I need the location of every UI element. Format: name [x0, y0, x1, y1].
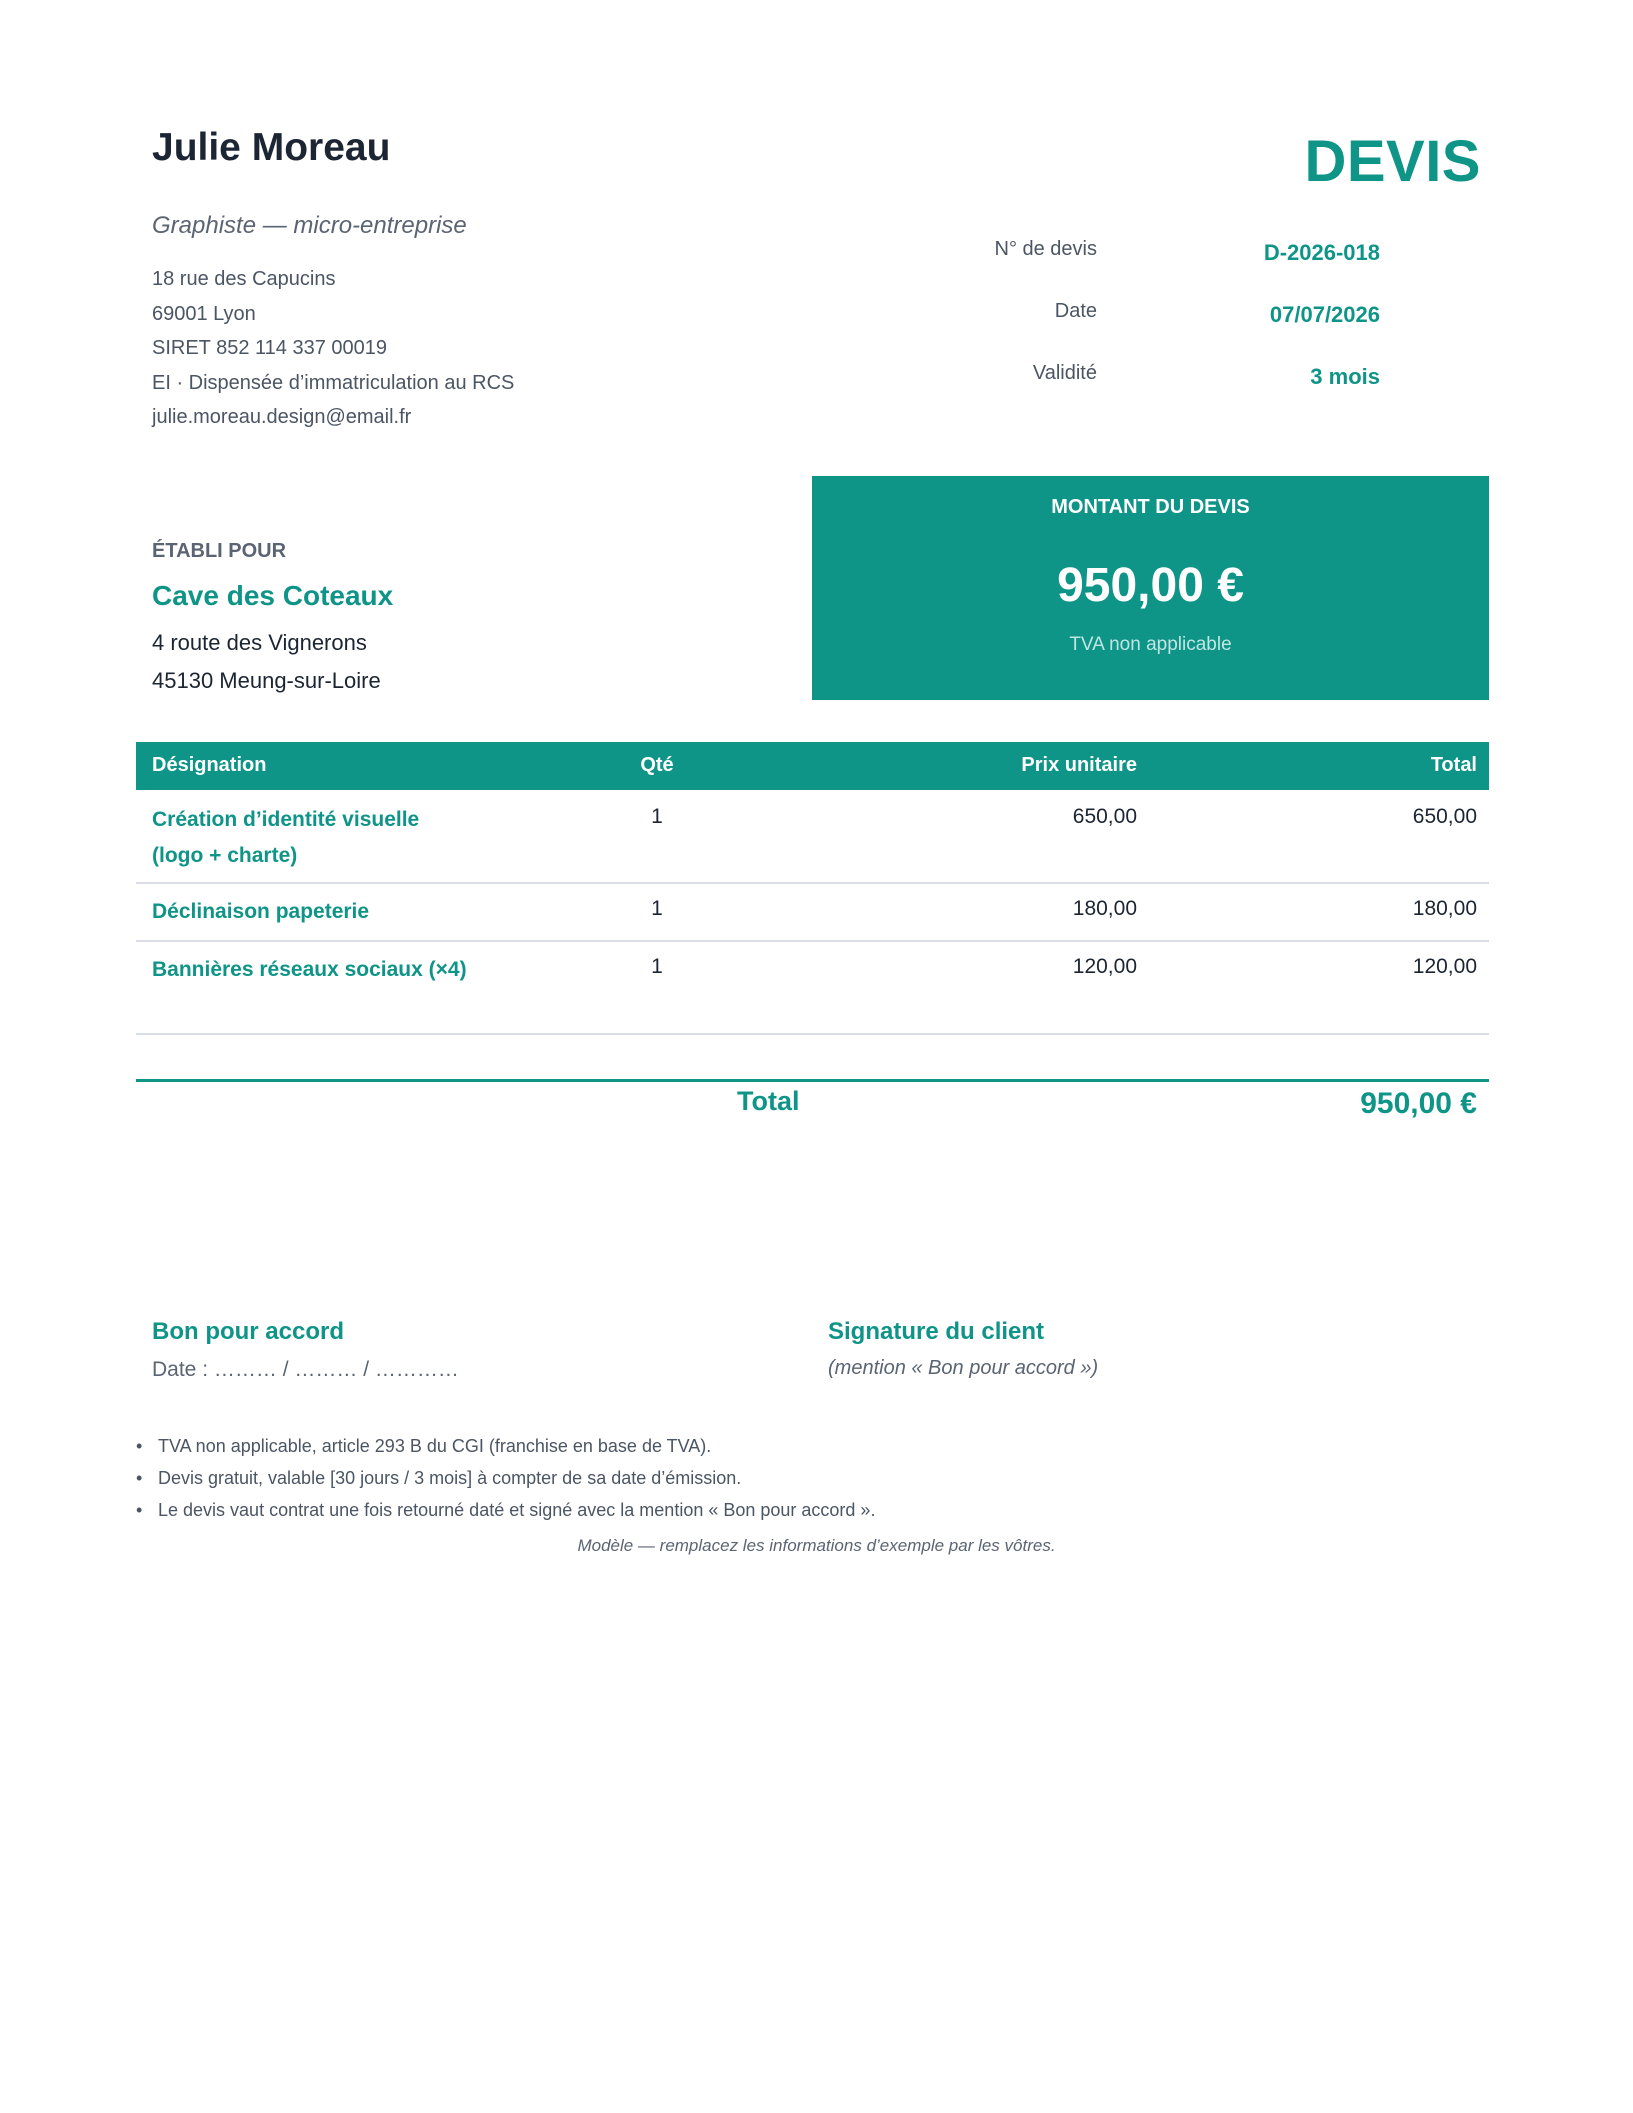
note-item: • TVA non applicable, article 293 B du CGI (franchise en base de TVA).: [136, 1436, 875, 1468]
seller-role: Graphiste — micro-entreprise: [152, 212, 467, 239]
signature-note: (mention « Bon pour accord »): [828, 1357, 1099, 1379]
header-total: Total: [1430, 754, 1477, 776]
meta-label: N° de devis: [994, 238, 1097, 260]
row-total: 650,00: [1412, 805, 1477, 828]
agreement-date-line: Date : ……… / ……… / …………: [152, 1358, 459, 1381]
seller-siret: SIRET 852 114 337 00019: [152, 337, 387, 359]
seller-address-line: 18 rue des Capucins: [152, 268, 336, 290]
quote-meta: [960, 238, 1380, 424]
client-heading: ÉTABLI POUR: [152, 540, 287, 562]
row-unit-price: 650,00: [1072, 805, 1137, 828]
quote-number: D-2026-018: [1263, 240, 1380, 265]
agreement-title: Bon pour accord: [152, 1318, 345, 1345]
quote-validity: 3 mois: [1310, 364, 1380, 389]
row-total: 120,00: [1412, 955, 1477, 978]
seller-legal-status: EI · Dispensée d’immatriculation au RCS: [152, 371, 515, 394]
note-item: • Devis gratuit, valable [30 jours / 3 mois] à compter de sa date d’émission.: [136, 1468, 875, 1500]
meta-label: Validité: [1032, 362, 1097, 384]
client-address: [152, 624, 381, 700]
row-qty: 1: [651, 805, 663, 828]
amount-value: 950,00 €: [1057, 559, 1244, 612]
legal-notes: [136, 1436, 875, 1532]
template-note: Modèle — remplacez les informations d’exemple par les vôtres.: [577, 1536, 1056, 1555]
total-label: Total: [737, 1086, 800, 1116]
table-header: [136, 742, 1489, 790]
seller-address-line: 69001 Lyon: [152, 302, 256, 325]
amount-label: MONTANT DU DEVIS: [1051, 496, 1250, 518]
header-unit-price: Prix unitaire: [1021, 754, 1137, 776]
row-qty: 1: [651, 955, 663, 978]
row-qty: 1: [651, 897, 663, 920]
seller-email: julie.moreau.design@email.fr: [152, 406, 412, 428]
client-name: Cave des Coteaux: [152, 580, 394, 611]
header-qty: Qté: [640, 754, 674, 776]
meta-row-validity: [960, 362, 1380, 424]
row-designation: Bannières réseaux sociaux (×4): [152, 958, 467, 981]
meta-row-number: [960, 238, 1380, 300]
table-row: [136, 942, 1489, 1035]
row-unit-price: 120,00: [1072, 955, 1137, 978]
seller-name: Julie Moreau: [152, 126, 391, 169]
seller-address: [152, 262, 514, 435]
items-table: [136, 742, 1489, 1035]
client-address-line: 45130 Meung-sur-Loire: [152, 668, 381, 693]
header-designation: Désignation: [152, 754, 267, 776]
signature-title: Signature du client: [828, 1318, 1045, 1345]
table-row: [136, 790, 1489, 884]
total-divider: [136, 1079, 1489, 1082]
quote-date: 07/07/2026: [1269, 302, 1380, 327]
note-item: • Le devis vaut contrat une fois retourné daté et signé avec la mention « Bon pour accord ».: [136, 1500, 875, 1532]
amount-box: [812, 476, 1489, 700]
document-title: DEVIS: [1304, 129, 1481, 194]
row-total: 180,00: [1412, 897, 1477, 920]
row-unit-price: 180,00: [1072, 897, 1137, 920]
total-value: 950,00 €: [1360, 1087, 1477, 1120]
row-designation: Déclinaison papeterie: [152, 900, 370, 923]
meta-row-date: [960, 300, 1380, 362]
row-designation: Création d’identité visuelle (logo + charte): [152, 808, 420, 867]
client-address-line: 4 route des Vignerons: [152, 630, 367, 655]
table-row: [136, 884, 1489, 942]
vat-note: TVA non applicable: [1069, 634, 1232, 655]
meta-label: Date: [1054, 300, 1097, 322]
